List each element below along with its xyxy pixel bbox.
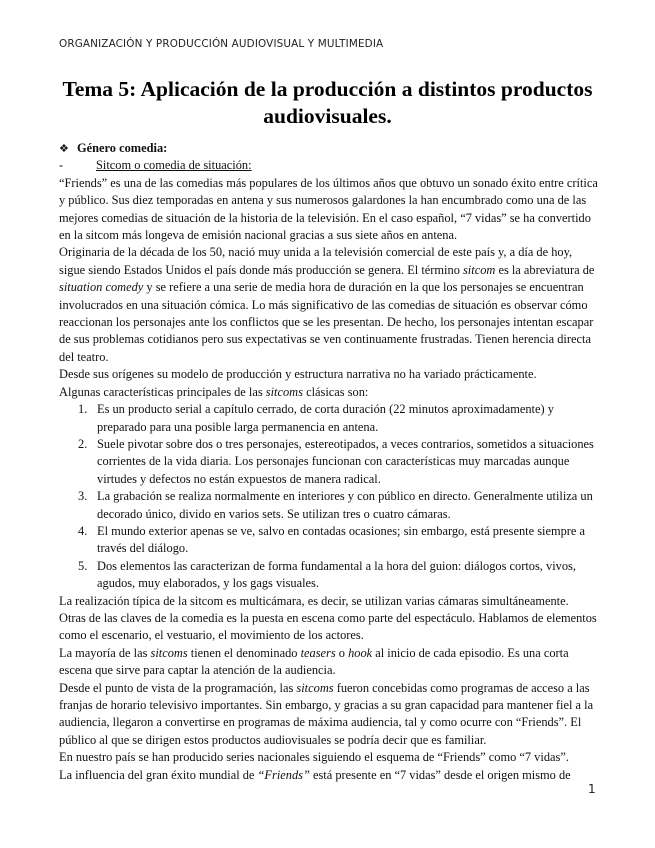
dash-bullet: - bbox=[59, 158, 64, 173]
characteristics-list bbox=[59, 401, 599, 592]
emphasis: situation comedy bbox=[59, 280, 144, 295]
paragraph: En nuestro país se han producido series nacionales siguiendo el esquema de “Friends” como “7 vidas”. bbox=[59, 750, 569, 765]
list-item-number: 3. bbox=[78, 489, 88, 504]
paragraph: La mayoría de las sitcoms tienen el denominado teasers o hook al inicio de cada episodio. Es una corta escena que sirve para captar la atención de la audiencia. bbox=[59, 645, 569, 678]
document-body bbox=[59, 140, 599, 784]
paragraph: La realización típica de la sitcom es multicámara, es decir, se utilizan varias cámaras simultáneamente. bbox=[59, 593, 569, 608]
emphasis: hook bbox=[348, 645, 373, 660]
emphasis: sitcom bbox=[462, 262, 496, 277]
section-heading bbox=[59, 140, 599, 157]
paragraph: Originaria de la década de los 50, nació muy unida a la televisión comercial de este país y, a día de hoy, sigue siendo Estados Unidos el país donde más producción se genera. El término sitcom es la abreviatura de situation comedy y se refiere a una serie de media hora de duración en la que los personajes se encuentran involucrados en una situación cómica. Lo más significativo de las comedias de situación es observar cómo reaccionan los personajes ante los conflictos que se les presentan. De hecho, los personajes intentan escapar de sus problemas cotidianos pero sus expectativas se ven continuamente frustradas. Tienen herencia directa del teatro. bbox=[59, 245, 595, 364]
emphasis: sitcoms bbox=[150, 645, 188, 660]
list-item-number: 2. bbox=[78, 436, 88, 451]
paragraph: Desde el punto de vista de la programación, las sitcoms fueron concebidas como programas de acceso a las franjas de horario televisivo importantes. Sin embargo, y gracias a su gran capacidad para mantener fiel a la audiencia, llegaron a convertirse en programas de máxima audiencia, tal y como ocurre con “Friends”. El público al que se dirigen estos productos audiovisuales se podría decir que es familiar. bbox=[59, 680, 594, 747]
subsection-heading bbox=[59, 157, 599, 174]
list-item bbox=[59, 523, 599, 558]
list-item bbox=[59, 488, 599, 523]
list-item bbox=[59, 401, 599, 436]
subsection-heading-text: Sitcom o comedia de situación: bbox=[96, 158, 252, 173]
list-item bbox=[59, 436, 599, 488]
emphasis: teasers bbox=[300, 645, 336, 660]
paragraph: Otras de las claves de la comedia es la puesta en escena como parte del espectáculo. Hablamos de elementos como el escenario, el vestuario, el movimiento de los actores. bbox=[59, 610, 597, 643]
diamond-bullet-icon: ❖ bbox=[59, 142, 69, 155]
list-item-text: Es un producto serial a capítulo cerrado, de corta duración (22 minutos aproximadamente) y preparado para una posible larga permanencia en antena. bbox=[97, 402, 554, 434]
list-item bbox=[59, 558, 599, 593]
list-item-text: La grabación se realiza normalmente en interiores y con público en directo. Generalmente utiliza un decorado único, divido en varios sets. Se utilizan tres o cuatro cámaras. bbox=[97, 489, 593, 521]
page-number: 1 bbox=[588, 782, 596, 796]
emphasis: sitcoms bbox=[265, 384, 303, 399]
list-item-number: 4. bbox=[78, 523, 88, 538]
paragraph: Algunas características principales de las sitcoms clásicas son: bbox=[59, 384, 369, 399]
list-item-number: 1. bbox=[78, 402, 88, 417]
running-header: ORGANIZACIÓN Y PRODUCCIÓN AUDIOVISUAL Y MULTIMEDIA bbox=[59, 38, 384, 50]
paragraph: “Friends” es una de las comedias más populares de los últimos años que obtuvo un sonado éxito entre crítica y público. Sus diez temporadas en antena y sus numerosos galardones la han encumbrado como una de las mejores comedias de situación de la historia de la televisión. En el caso español, “7 vidas” se ha convertido en la sitcom más longeva de emisión nacional gracias a sus siete años en antena. bbox=[59, 175, 598, 243]
list-item-text: Dos elementos las caracterizan de forma fundamental a la hora del guion: diálogos cortos, vivos, agudos, muy elaborados, y los gags visuales. bbox=[97, 558, 576, 591]
emphasis: sitcoms bbox=[296, 680, 334, 695]
paragraph: Desde sus orígenes su modelo de producción y estructura narrativa no ha variado prácticamente. bbox=[59, 367, 537, 382]
section-heading-text: Género comedia: bbox=[77, 141, 168, 155]
list-item-number: 5. bbox=[78, 558, 88, 573]
list-item-text: Suele pivotar sobre dos o tres personajes, estereotipados, a veces contrarios, sometidos a situaciones corrientes de la vida diaria. Los personajes funcionan con características muy marcadas aunque virtudes y defectos no están expuestos de manera radical. bbox=[97, 436, 594, 486]
page-title: Tema 5: Aplicación de la producción a distintos productos audiovisuales. bbox=[62, 77, 593, 128]
emphasis: “Friends” bbox=[257, 767, 310, 782]
list-item-text: El mundo exterior apenas se ve, salvo en contadas ocasiones; sin embargo, está presente siempre a través del diálogo. bbox=[97, 523, 586, 556]
paragraph: La influencia del gran éxito mundial de “Friends” está presente en “7 vidas” desde el origen mismo de bbox=[59, 767, 571, 782]
